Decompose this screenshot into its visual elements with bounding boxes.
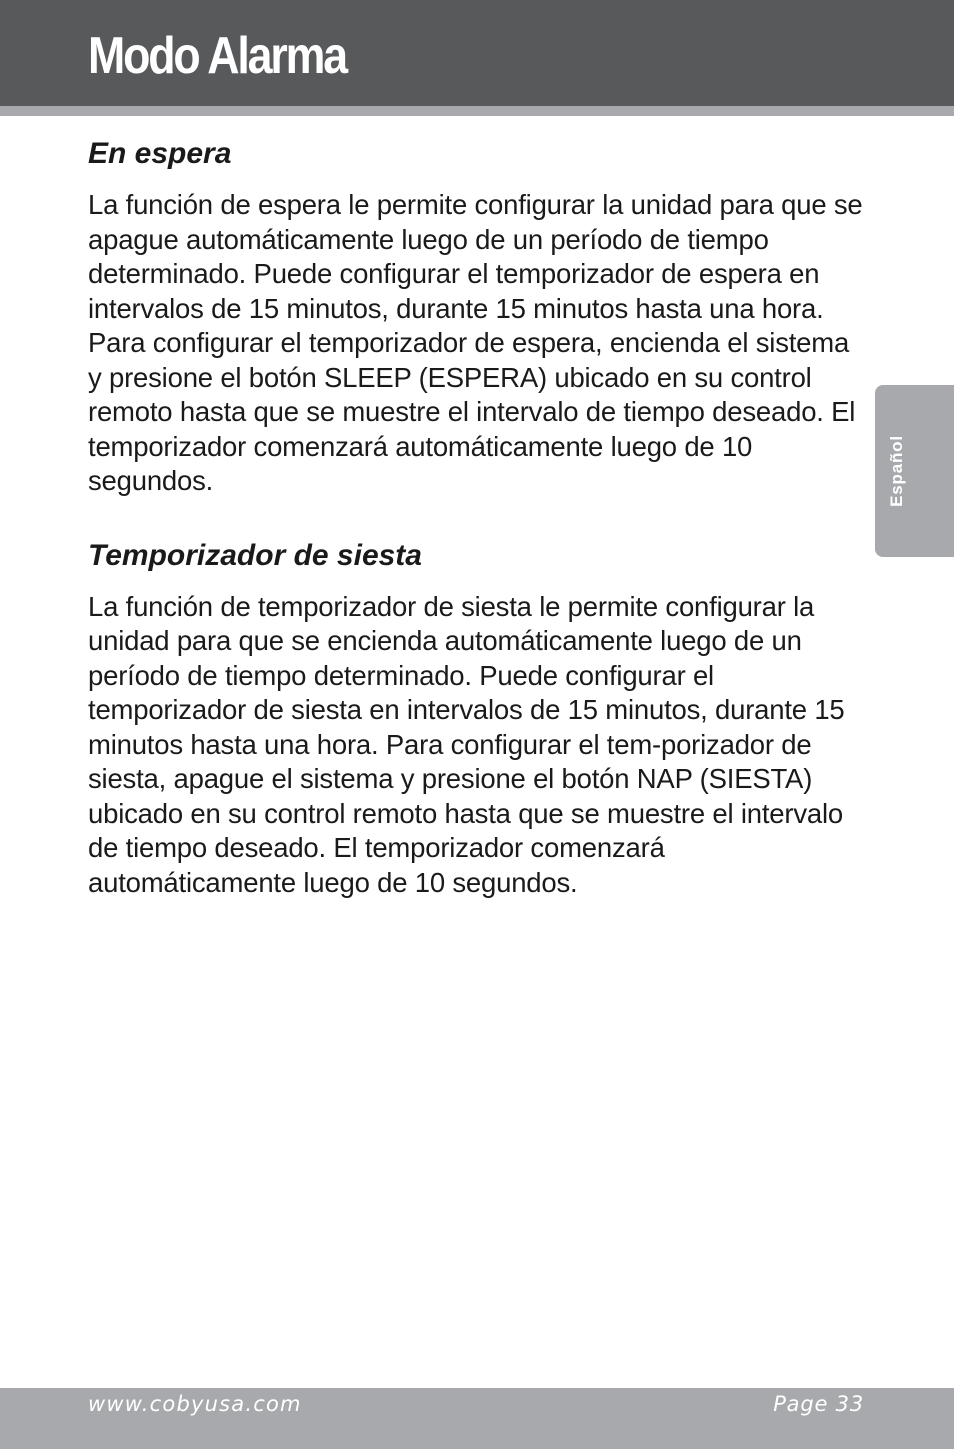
section-body: La función de espera le permite configurar la unidad para que se apague automáticamente luego de un período de tiempo determinado. Puede configurar el temporizador de espera en intervalos de 15 minutos, durante 15 minutos hasta una hora. Para configurar el temporizador de espera, encienda el sistema y presione el botón SLEEP (ESPERA) ubicado en su control remoto hasta que se muestre el intervalo de tiempo deseado. El temporizador comenzará automáticamente luego de 10 segundos. xyxy=(88,189,863,496)
section-en-espera xyxy=(88,134,868,499)
page-number: Page 33 xyxy=(773,1392,864,1416)
section-heading: Temporizador de siesta xyxy=(88,538,422,572)
main-content xyxy=(88,134,868,900)
section-temporizador-de-siesta xyxy=(88,536,868,901)
footer-url: www.cobyusa.com xyxy=(88,1392,302,1416)
section-body: La función de temporizador de siesta le permite configurar la unidad para que se encienda automáticamente luego de un período de tiempo determinado. Puede configurar el temporizador de siesta en intervalos de 15 minutos, durante 15 minutos hasta una hora. Para configurar el tem-porizador de siesta, apague el sistema y presione el botón NAP (SIESTA) ubicado en su control remoto hasta que se muestre el intervalo de tiempo deseado. El temporizador comenzará automáticamente luego de 10 segundos. xyxy=(88,590,845,898)
section-heading: En espera xyxy=(88,137,232,170)
page-title: Modo Alarma xyxy=(88,27,346,85)
header-rule xyxy=(0,106,954,116)
language-tab-label: Español xyxy=(887,435,906,507)
